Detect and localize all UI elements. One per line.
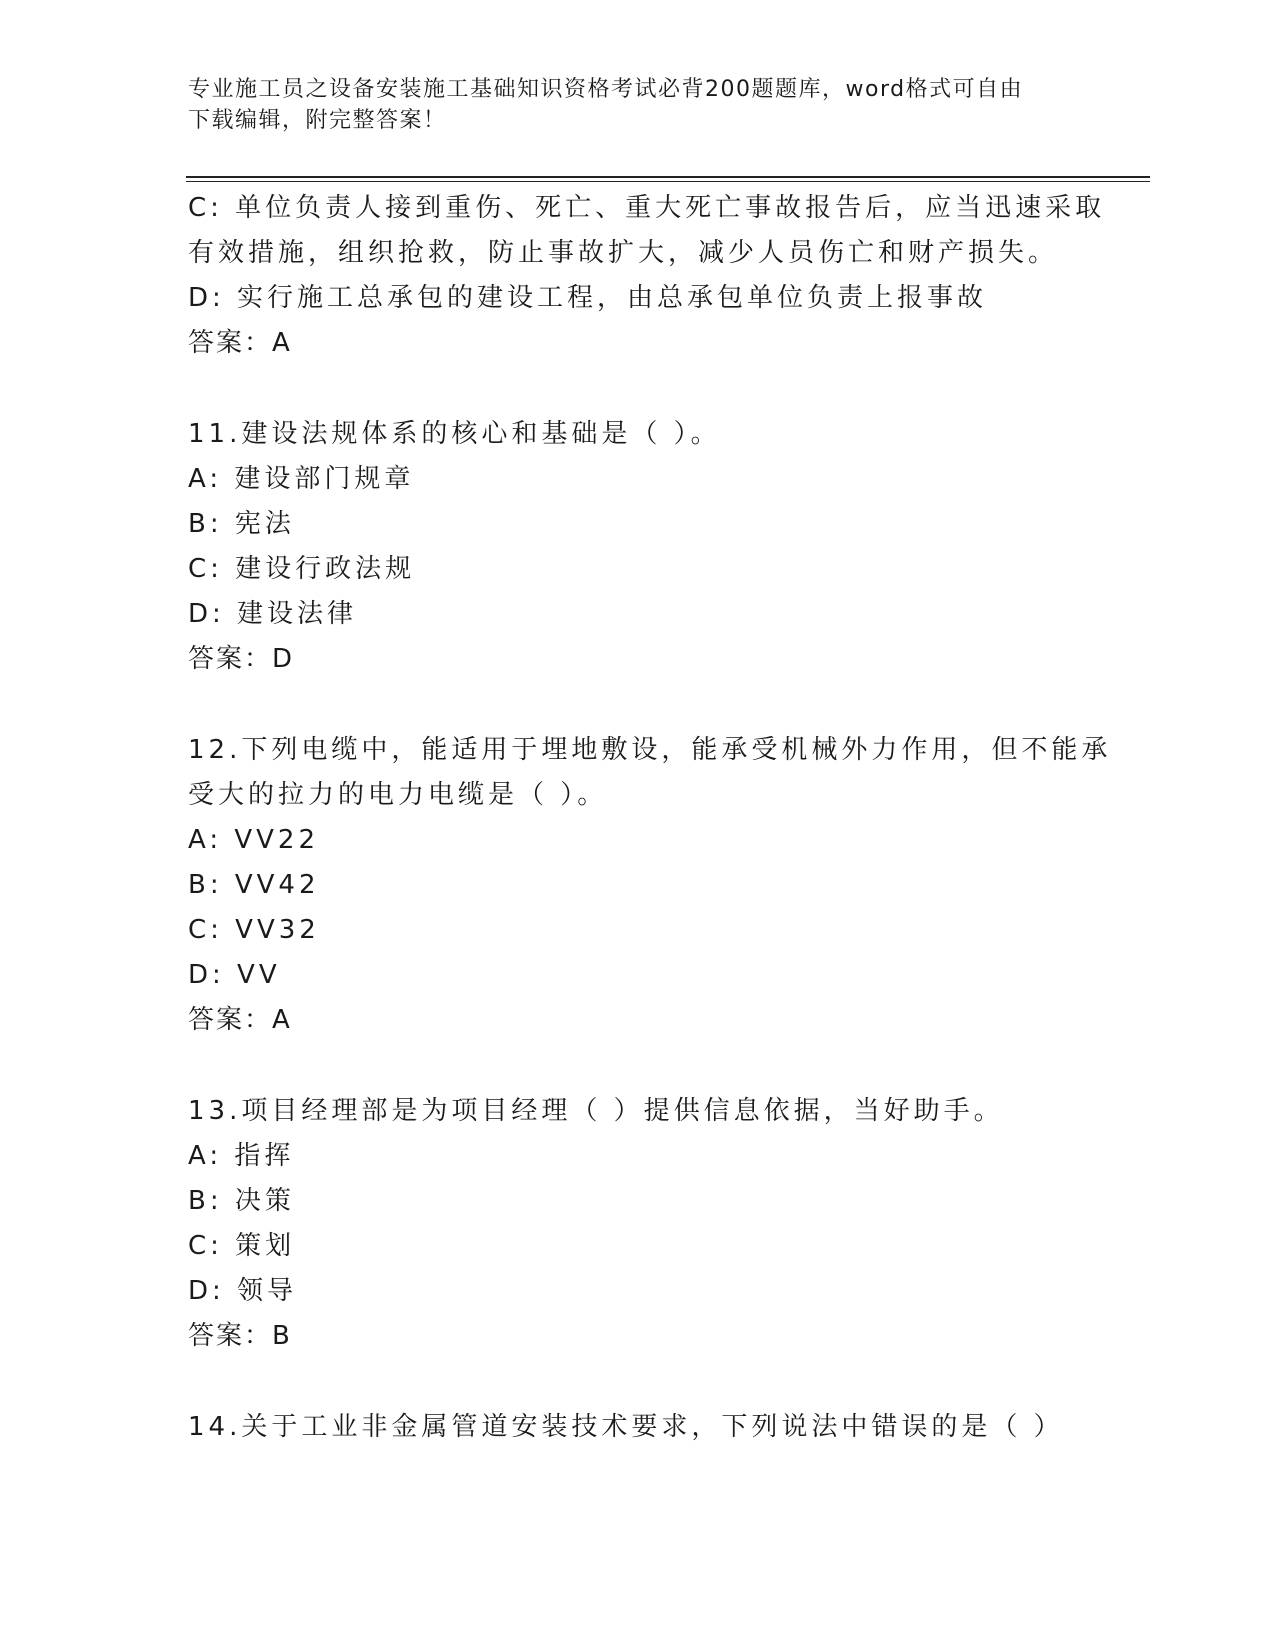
option-d: D: 建设法律 bbox=[188, 599, 358, 629]
question-stem: 13.项目经理部是为项目经理（ ）提供信息依据，当好助手。 bbox=[188, 1096, 1004, 1126]
spacer bbox=[188, 1043, 1088, 1089]
header-divider-thick bbox=[186, 176, 1150, 178]
option-c-line-2: 有效措施，组织抢救，防止事故扩大，减少人员伤亡和财产损失。 bbox=[188, 238, 1059, 268]
option-d: D: 领导 bbox=[188, 1276, 298, 1306]
header-divider-thin bbox=[186, 181, 1150, 182]
question-12 bbox=[188, 728, 1112, 1043]
option-c-line-1: C: 单位负责人接到重伤、死亡、重大死亡事故报告后，应当迅速采取 bbox=[188, 193, 1106, 223]
question-stem-line-2: 受大的拉力的电力电缆是（ ）。 bbox=[188, 780, 608, 810]
header-line-1: 专业施工员之设备安装施工基础知识资格考试必背200题题库，word格式可自由 bbox=[188, 77, 1024, 102]
document-body bbox=[188, 186, 1112, 1450]
spacer bbox=[188, 1359, 1088, 1405]
question-stem-line-1: 12.下列电缆中，能适用于埋地敷设，能承受机械外力作用，但不能承 bbox=[188, 735, 1112, 765]
option-b: B: VV42 bbox=[188, 870, 320, 900]
option-b: B: 宪法 bbox=[188, 509, 295, 539]
document-header bbox=[188, 74, 1088, 136]
option-a: A: 建设部门规章 bbox=[188, 464, 415, 494]
answer: 答案：B bbox=[188, 1321, 292, 1351]
question-11 bbox=[188, 412, 1088, 682]
question-stem: 14.关于工业非金属管道安装技术要求，下列说法中错误的是（ ） bbox=[188, 1412, 1064, 1442]
continued-question bbox=[188, 186, 1106, 366]
answer: 答案：A bbox=[188, 328, 292, 358]
option-d: D: 实行施工总承包的建设工程，由总承包单位负责上报事故 bbox=[188, 283, 988, 313]
answer: 答案：D bbox=[188, 644, 295, 674]
spacer bbox=[188, 682, 1088, 728]
option-b: B: 决策 bbox=[188, 1186, 295, 1216]
option-c: C: 策划 bbox=[188, 1231, 296, 1261]
header-line-2: 下载编辑，附完整答案！ bbox=[188, 108, 447, 133]
option-a: A: VV22 bbox=[188, 825, 320, 855]
answer: 答案：A bbox=[188, 1005, 292, 1035]
option-a: A: 指挥 bbox=[188, 1141, 295, 1171]
question-13 bbox=[188, 1089, 1088, 1359]
option-c: C: 建设行政法规 bbox=[188, 554, 416, 584]
option-c: C: VV32 bbox=[188, 915, 320, 945]
question-14 bbox=[188, 1405, 1088, 1450]
question-stem: 11.建设法规体系的核心和基础是（ ）。 bbox=[188, 419, 721, 449]
spacer bbox=[188, 366, 1088, 412]
option-d: D: VV bbox=[188, 960, 281, 990]
